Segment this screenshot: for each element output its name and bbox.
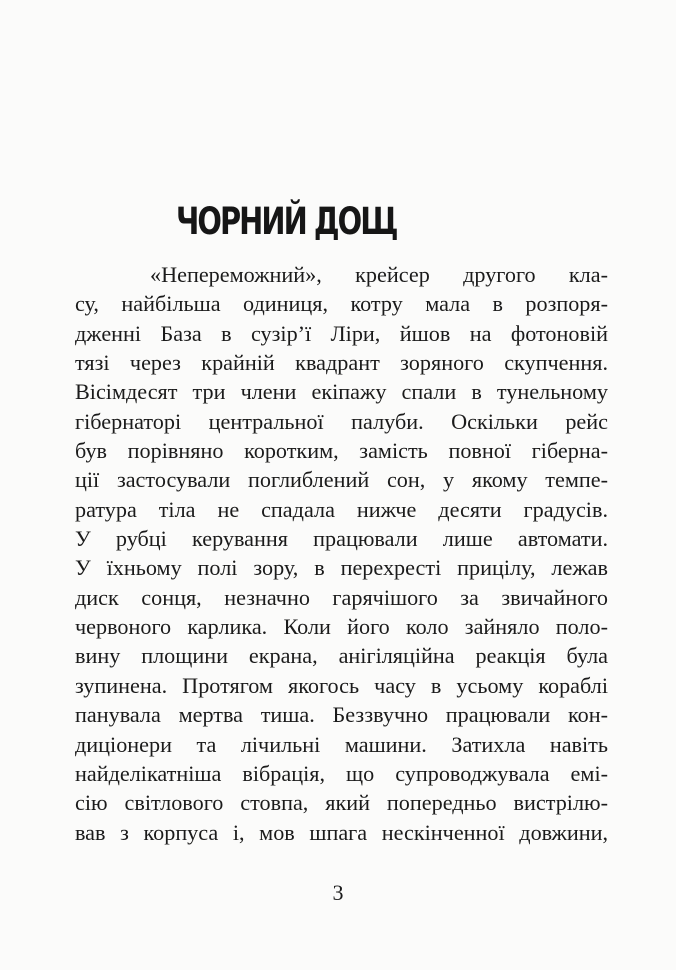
text-line: сію світлового стовпа, який попередньо вистрілю- [75, 790, 608, 816]
text-line: вину площини екрана, анігіляційна реакція була [75, 643, 608, 669]
text-line: найделікатніша вібрація, що супроводжувала емі- [75, 760, 608, 786]
text-line: су, найбільша одиниця, котру мала в розпоря- [75, 291, 608, 317]
text-line: «Непереможний», крейсер другого кла- [150, 262, 608, 287]
text-line: ції застосували поглиблений сон, у якому темпе- [75, 467, 608, 493]
text-line: ратура тіла не спадала нижче десяти градусів. [75, 496, 608, 522]
text-line: Вісімдесят три члени екіпажу спали в тунельному [75, 379, 608, 405]
text-line: зупинена. Протягом якогось часу в усьому кораблі [75, 672, 608, 698]
text-line: У рубці керування працювали лише автомати. [75, 526, 608, 552]
text-line: тязі через крайній квадрант зоряного скупчення. [75, 350, 608, 376]
text-line: У їхньому полі зору, в перехресті прицілу, лежав [75, 555, 608, 581]
body-paragraph [75, 260, 608, 847]
text-line: червоного карлика. Коли його коло зайняло поло- [75, 614, 608, 640]
text-line: диціонери та лічильні машини. Затихла навіть [75, 731, 608, 757]
chapter-title: ЧОРНИЙ ДОЩ [176, 200, 397, 243]
text-line: панувала мертва тиша. Беззвучно працювали кон- [75, 702, 608, 728]
page-number: 3 [332, 880, 344, 905]
text-line: вав з корпуса і, мов шпага нескінченної довжини, [75, 819, 608, 845]
text-line: гібернаторі центральної палуби. Оскільки рейс [75, 408, 608, 434]
text-line: дженні База в сузір’ї Ліри, йшов на фотоновій [75, 320, 608, 346]
text-line: диск сонця, незначно гарячішого за звичайного [75, 584, 608, 610]
text-line: був порівняно коротким, замість повної гіберна- [75, 438, 608, 464]
